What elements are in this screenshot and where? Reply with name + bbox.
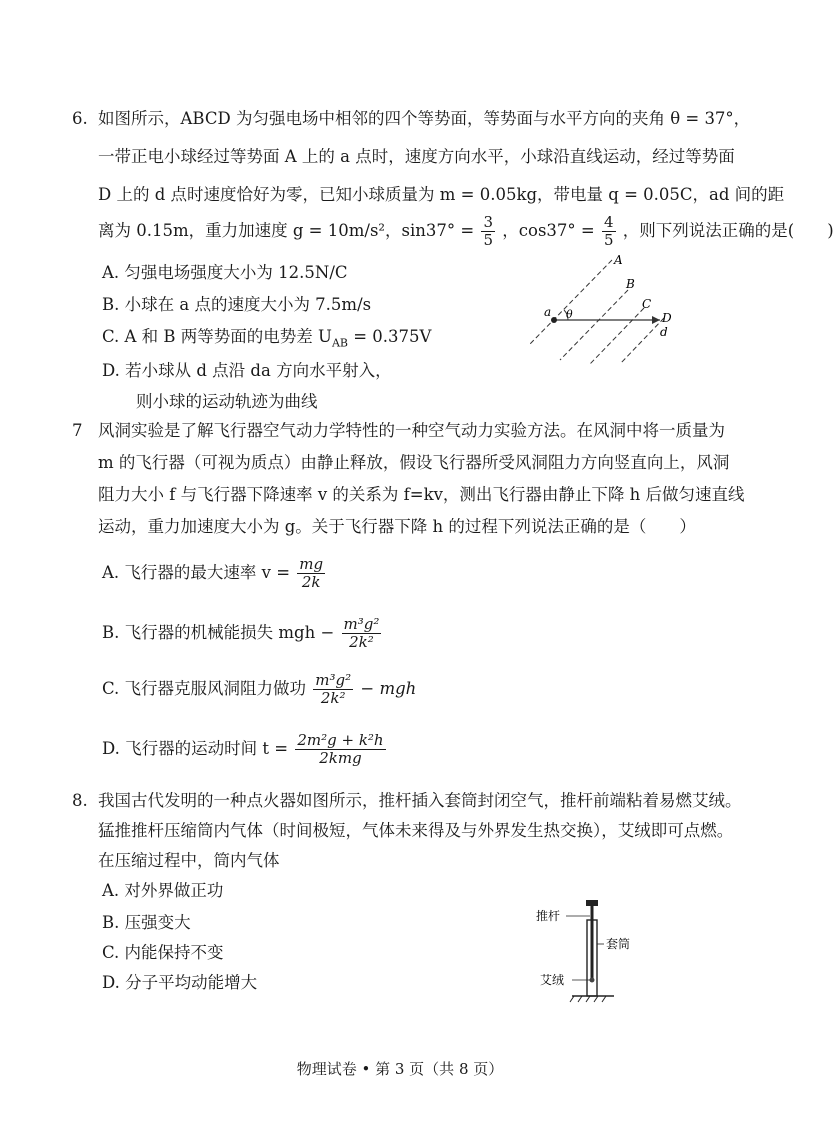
q8-line2: 猛推推杆压缩筒内气体（时间极短，气体未来得及与外界发生热交换），艾绒即可点燃。 — [98, 821, 734, 840]
q7-c-num: m³g² — [315, 671, 352, 689]
label-push-rod: 推杆 — [536, 909, 561, 923]
q6-line1 — [72, 108, 750, 130]
q6-text-1: 如图所示，ABCD 为匀强电场中相邻的四个等势面，等势面与水平方向的夹角 θ = 37°， — [98, 109, 751, 128]
q8-option-d[interactable]: D. 分子平均动能增大 — [102, 973, 258, 992]
velocity-arrow — [652, 316, 660, 324]
q6-equipotential-figure — [520, 252, 710, 362]
q6-line4-mid: ，cos37° = — [502, 221, 595, 240]
q7-option-b-text: B. 飞行器的机械能损失 mgh − — [102, 623, 335, 642]
q6-number: 6. — [72, 109, 88, 128]
q7-c-den: 2k² — [320, 689, 346, 707]
ground-hatch-1 — [570, 996, 574, 1002]
q7-d-num: 2m²g + k²h — [297, 731, 384, 749]
label-plane-d: D — [662, 311, 672, 325]
q6-line4-post: ，则下列说法正确的是( ) — [622, 221, 834, 240]
q6-option-c[interactable] — [102, 326, 431, 354]
q7-line4: 运动，重力加速度大小为 g。关于飞行器下降 h 的过程下列说法正确的是（ ） — [98, 517, 696, 536]
label-theta: θ — [566, 308, 573, 321]
q8-line3: 在压缩过程中，筒内气体 — [98, 851, 280, 870]
q7-option-d-text: D. 飞行器的运动时间 t = — [102, 739, 289, 758]
q7-option-a-fraction — [297, 556, 325, 591]
q6-option-c-sub: AB — [331, 336, 348, 350]
label-point-a: a — [544, 305, 552, 319]
q7-line1 — [72, 420, 725, 442]
q7-option-b-fraction — [342, 616, 382, 651]
page-footer: 物理试卷 • 第 3 页（共 8 页） — [296, 1060, 504, 1078]
plane-c-line — [590, 308, 644, 364]
cos-fraction — [602, 214, 616, 249]
q8-number: 8. — [72, 791, 88, 810]
point-a — [551, 317, 557, 323]
q8-option-c[interactable]: C. 内能保持不变 — [102, 943, 224, 962]
q7-option-c-post: − mgh — [360, 679, 417, 698]
cos-denominator: 5 — [604, 231, 614, 249]
q7-line3: 阻力大小 f 与飞行器下降速率 v 的关系为 f=kv，测出飞行器由静止下降 h 后做匀速直线 — [98, 485, 745, 504]
q8-line1 — [72, 790, 742, 812]
ground-hatch-5 — [602, 996, 606, 1002]
ground-hatch-2 — [578, 996, 582, 1002]
q7-option-c-text: C. 飞行器克服风洞阻力做功 — [102, 679, 307, 698]
q6-option-c-text: C. A 和 B 两等势面的电势差 U — [102, 327, 332, 346]
label-plane-a: A — [614, 253, 623, 267]
q7-option-d[interactable] — [102, 732, 388, 767]
q8-text-1: 我国古代发明的一种点火器如图所示，推杆插入套筒封闭空气，推杆前端粘着易燃艾绒。 — [98, 791, 742, 810]
label-plane-c: C — [642, 297, 652, 311]
q7-option-d-fraction — [295, 732, 385, 767]
q8-option-b[interactable]: B. 压强变大 — [102, 913, 191, 932]
q6-line2: 一带正电小球经过等势面 A 上的 a 点时，速度方向水平，小球沿直线运动，经过等势面 — [98, 147, 735, 166]
q6-line4-pre: 离为 0.15m，重力加速度 g = 10m/s²，sin37° = — [98, 221, 475, 240]
label-plane-b: B — [626, 277, 635, 291]
q7-line2: m 的飞行器（可视为质点）由静止释放，假设飞行器所受风洞阻力方向竖直向上，风洞 — [98, 453, 730, 472]
q7-a-den: 2k — [301, 573, 321, 591]
ground-hatch-3 — [586, 996, 590, 1002]
plane-b-line — [560, 290, 628, 360]
q7-b-den: 2k² — [349, 633, 374, 651]
q6-option-a[interactable]: A. 匀强电场强度大小为 12.5N/C — [102, 263, 348, 282]
sin-fraction — [481, 214, 495, 249]
q7-a-num: mg — [299, 555, 324, 573]
q7-option-c-fraction — [313, 672, 353, 707]
label-moxa: 艾绒 — [540, 973, 565, 987]
q7-option-b[interactable] — [102, 616, 383, 651]
label-point-d: d — [660, 325, 668, 339]
q7-option-a-text: A. 飞行器的最大速率 v = — [102, 563, 291, 582]
q7-number: 7 — [72, 421, 83, 440]
ground-hatch-4 — [594, 996, 598, 1002]
plane-d-line — [620, 318, 664, 364]
q7-text-1: 风洞实验是了解飞行器空气动力学特性的一种空气动力实验方法。在风洞中将一质量为 — [98, 421, 725, 440]
q8-fire-piston-figure — [536, 896, 646, 1006]
q7-option-a[interactable] — [102, 556, 327, 591]
q6-option-b[interactable]: B. 小球在 a 点的速度大小为 7.5m/s — [102, 295, 372, 314]
plane-a-line — [530, 260, 612, 344]
q6-line3: D 上的 d 点时速度恰好为零，已知小球质量为 m = 0.05kg，带电量 q = 0.05C，ad 间的距 — [98, 185, 785, 204]
sin-denominator: 5 — [483, 231, 494, 249]
q6-option-c-post: = 0.375V — [347, 327, 432, 346]
q8-option-a[interactable]: A. 对外界做正功 — [102, 881, 224, 900]
q6-option-d-cont: 则小球的运动轨迹为曲线 — [136, 392, 318, 411]
label-tube: 套筒 — [606, 937, 631, 951]
rod-handle — [586, 900, 598, 906]
q7-b-num: m³g² — [343, 615, 380, 633]
cos-numerator: 4 — [604, 213, 614, 231]
q6-line4 — [98, 214, 834, 249]
q7-option-c[interactable] — [102, 672, 416, 707]
sin-numerator: 3 — [483, 213, 494, 231]
moxa — [590, 978, 595, 983]
q6-option-d[interactable]: D. 若小球从 d 点沿 da 方向水平射入， — [102, 361, 392, 380]
q7-d-den: 2kmg — [319, 749, 362, 767]
